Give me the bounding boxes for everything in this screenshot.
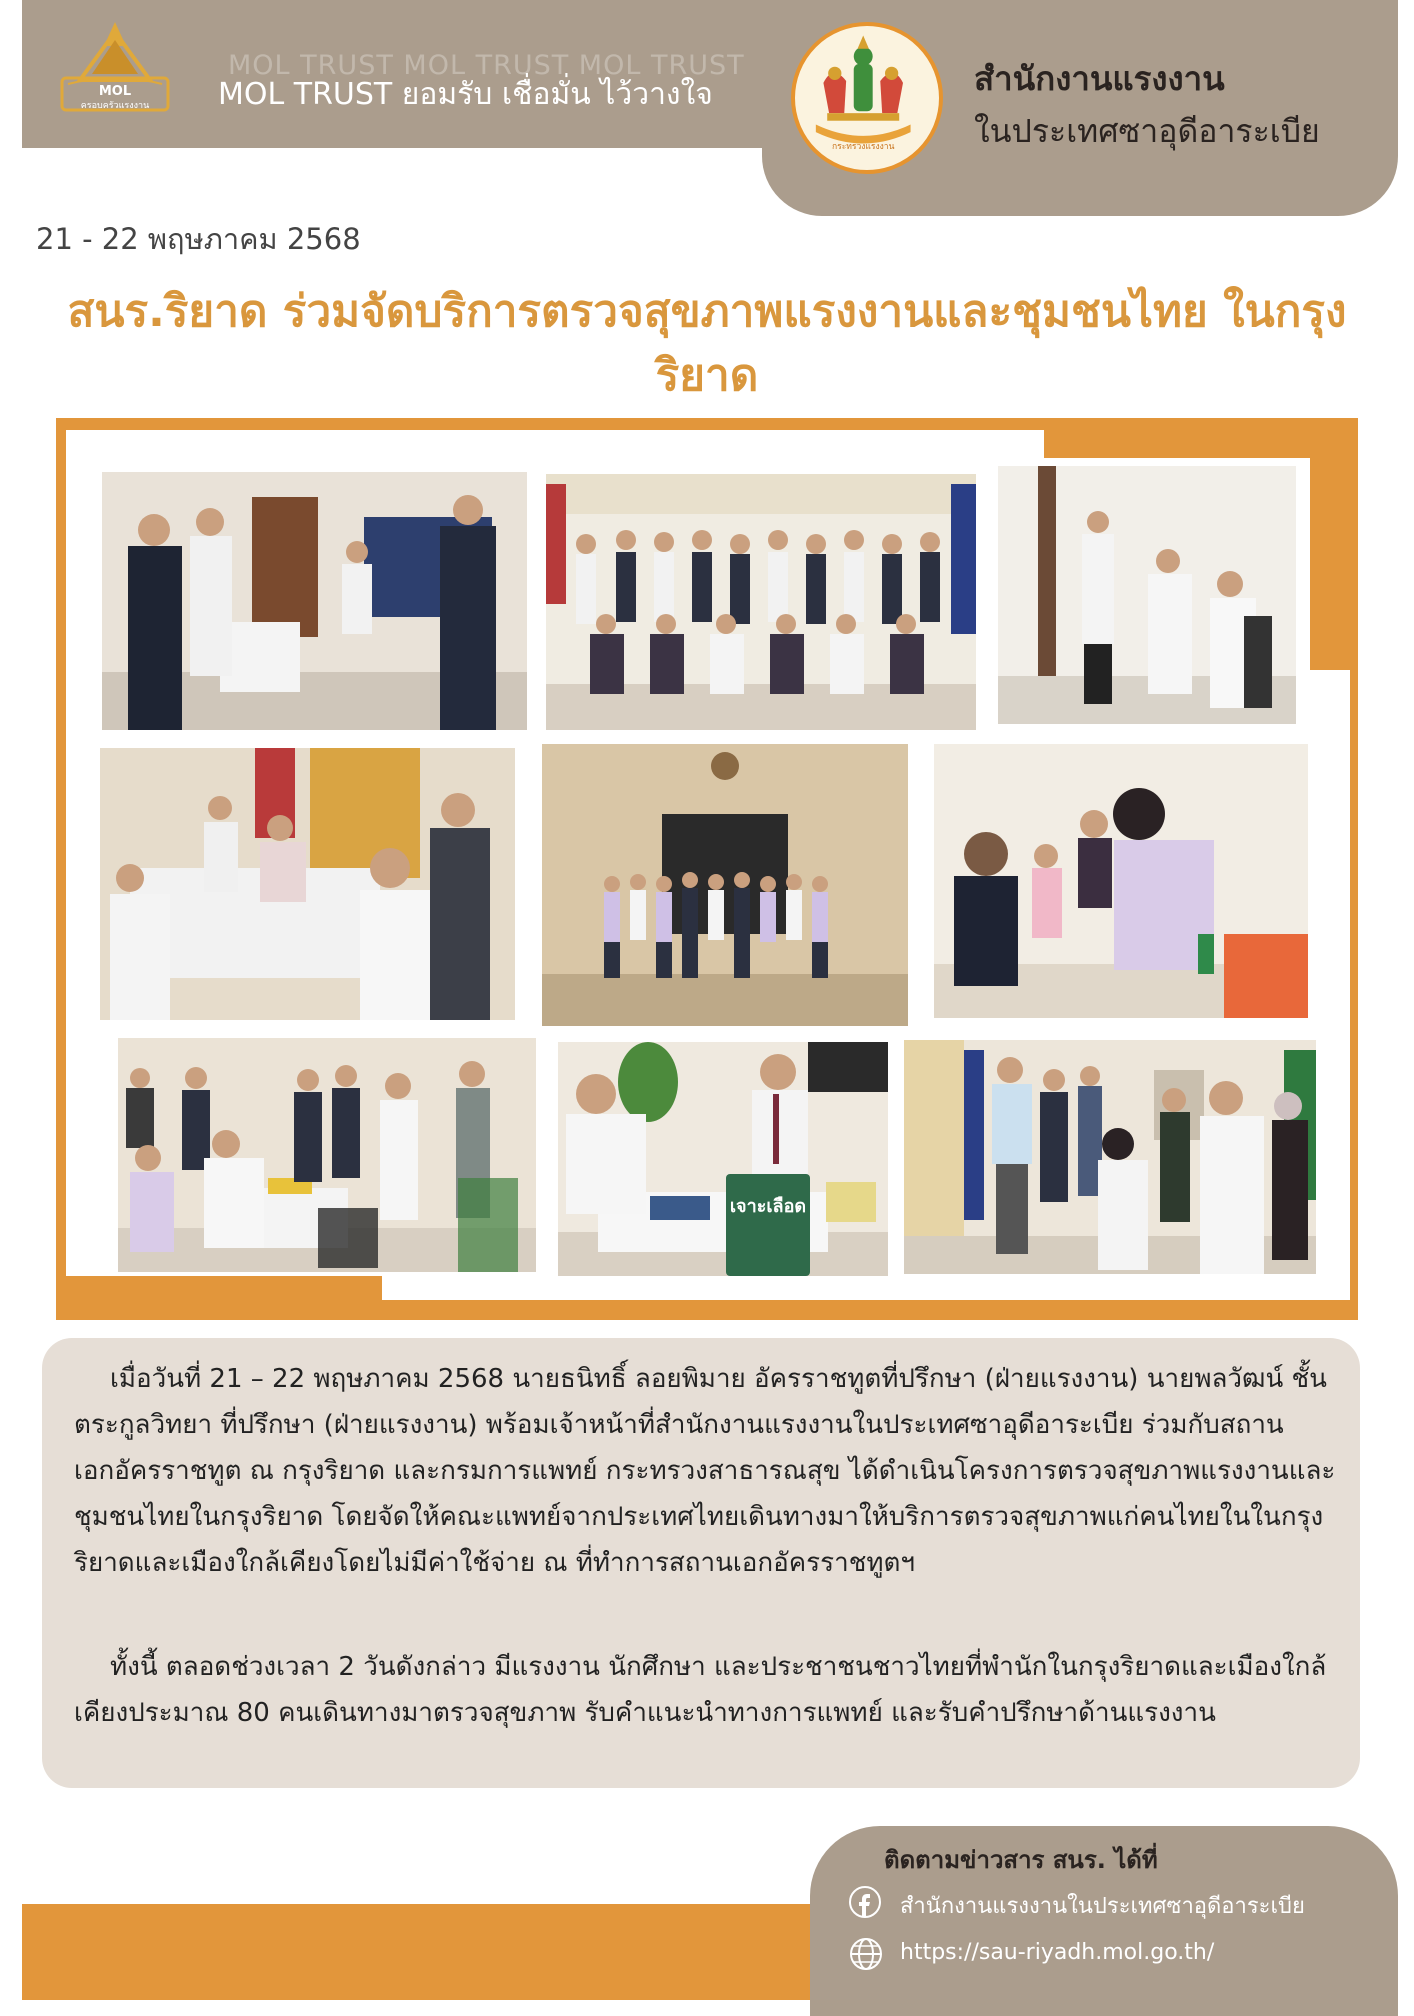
photo-bp-check [100, 748, 515, 1020]
follow-title: ติดตามข่าวสาร สนร. ได้ที่ [884, 1846, 1158, 1874]
slogan-watermark: MOL TRUST MOL TRUST MOL TRUST [228, 50, 745, 81]
photo-group-embassy [546, 474, 976, 730]
photo-blood-test [558, 1042, 888, 1276]
website-link[interactable]: https://sau-riyadh.mol.go.th/ [900, 1940, 1215, 1965]
mol-family-logo [54, 18, 176, 126]
article-title: สนร.ริยาด ร่วมจัดบริการตรวจสุขภาพแรงงานและชุมชนไทย ในกรุงริยาด [67, 286, 1347, 401]
article-paragraph-1: เมื่อวันที่ 21 – 22 พฤษภาคม 2568 นายธนิทธิ์ ลอยพิมาย อัครราชทูตที่ปรึกษา (ฝ่ายแรงงาน) นายพลวัฒน์ ชั้นตระกูลวิทยา ที่ปรึกษา (ฝ่ายแรงงาน) พร้อมเจ้าหน้าที่สำนักงานแรงงานในประเทศซาอุดีอาระเบีย ร่วมกับสถานเอกอัครราชทูต ณ กรุงริยาด และกรมการแพทย์ กระทรวงสาธารณสุข ได้ดำเนินโครงการตรวจสุขภาพแรงงานและชุมชนไทยในกรุงริยาด โดยจัดให้คณะแพทย์จากประเทศไทยเดินทางมาให้บริการตรวจสุขภาพแก่คนไทยในในกรุงริยาดและเมืองใกล้เคียงโดยไม่มีค่าใช้จ่าย ณ ที่ทำการสถานเอกอัครราชทูตฯ [74, 1364, 1336, 1578]
globe-icon[interactable] [848, 1936, 884, 1972]
office-country: ในประเทศซาอุดีอาระเบีย [974, 112, 1320, 150]
facebook-link[interactable]: สำนักงานแรงงานในประเทศซาอุดีอาระเบีย [900, 1894, 1305, 1919]
blood-test-sign-text: เจาะเลือด [729, 1196, 807, 1217]
photo-officials-meeting [102, 472, 527, 730]
footer-band [22, 1904, 822, 2000]
photo-child-checkup [934, 744, 1308, 1018]
article-paragraph-2: ทั้งนี้ ตลอดช่วงเวลา 2 วันดังกล่าว มีแรงงาน นักศึกษา และประชาชนชาวไทยที่พำนักในกรุงริยาดและเมืองใกล้เคียงประมาณ 80 คนเดินทางมาตรวจสุขภาพ รับคำแนะนำทางการแพทย์ และรับคำปรึกษาด้านแรงงาน [74, 1652, 1327, 1728]
photo-exhibition-hall [904, 1040, 1316, 1274]
photo-corridor-waiting [998, 466, 1296, 724]
mol-logo-text: MOL [98, 84, 132, 99]
photo-screening-desk [118, 1038, 536, 1272]
office-name: สำนักงานแรงงาน [974, 59, 1225, 98]
slogan: MOL TRUST ยอมรับ เชื่อมั่น ไว้วางใจ [218, 77, 713, 112]
article-date: 21 - 22 พฤษภาคม 2568 [36, 222, 361, 256]
seal-caption: กระทรวงแรงงาน [831, 142, 895, 153]
mol-logo-subtext: ครอบครัวแรงงาน [80, 101, 150, 111]
ministry-seal [791, 22, 943, 174]
photo-group-building [542, 744, 908, 1026]
facebook-icon[interactable] [848, 1885, 882, 1919]
